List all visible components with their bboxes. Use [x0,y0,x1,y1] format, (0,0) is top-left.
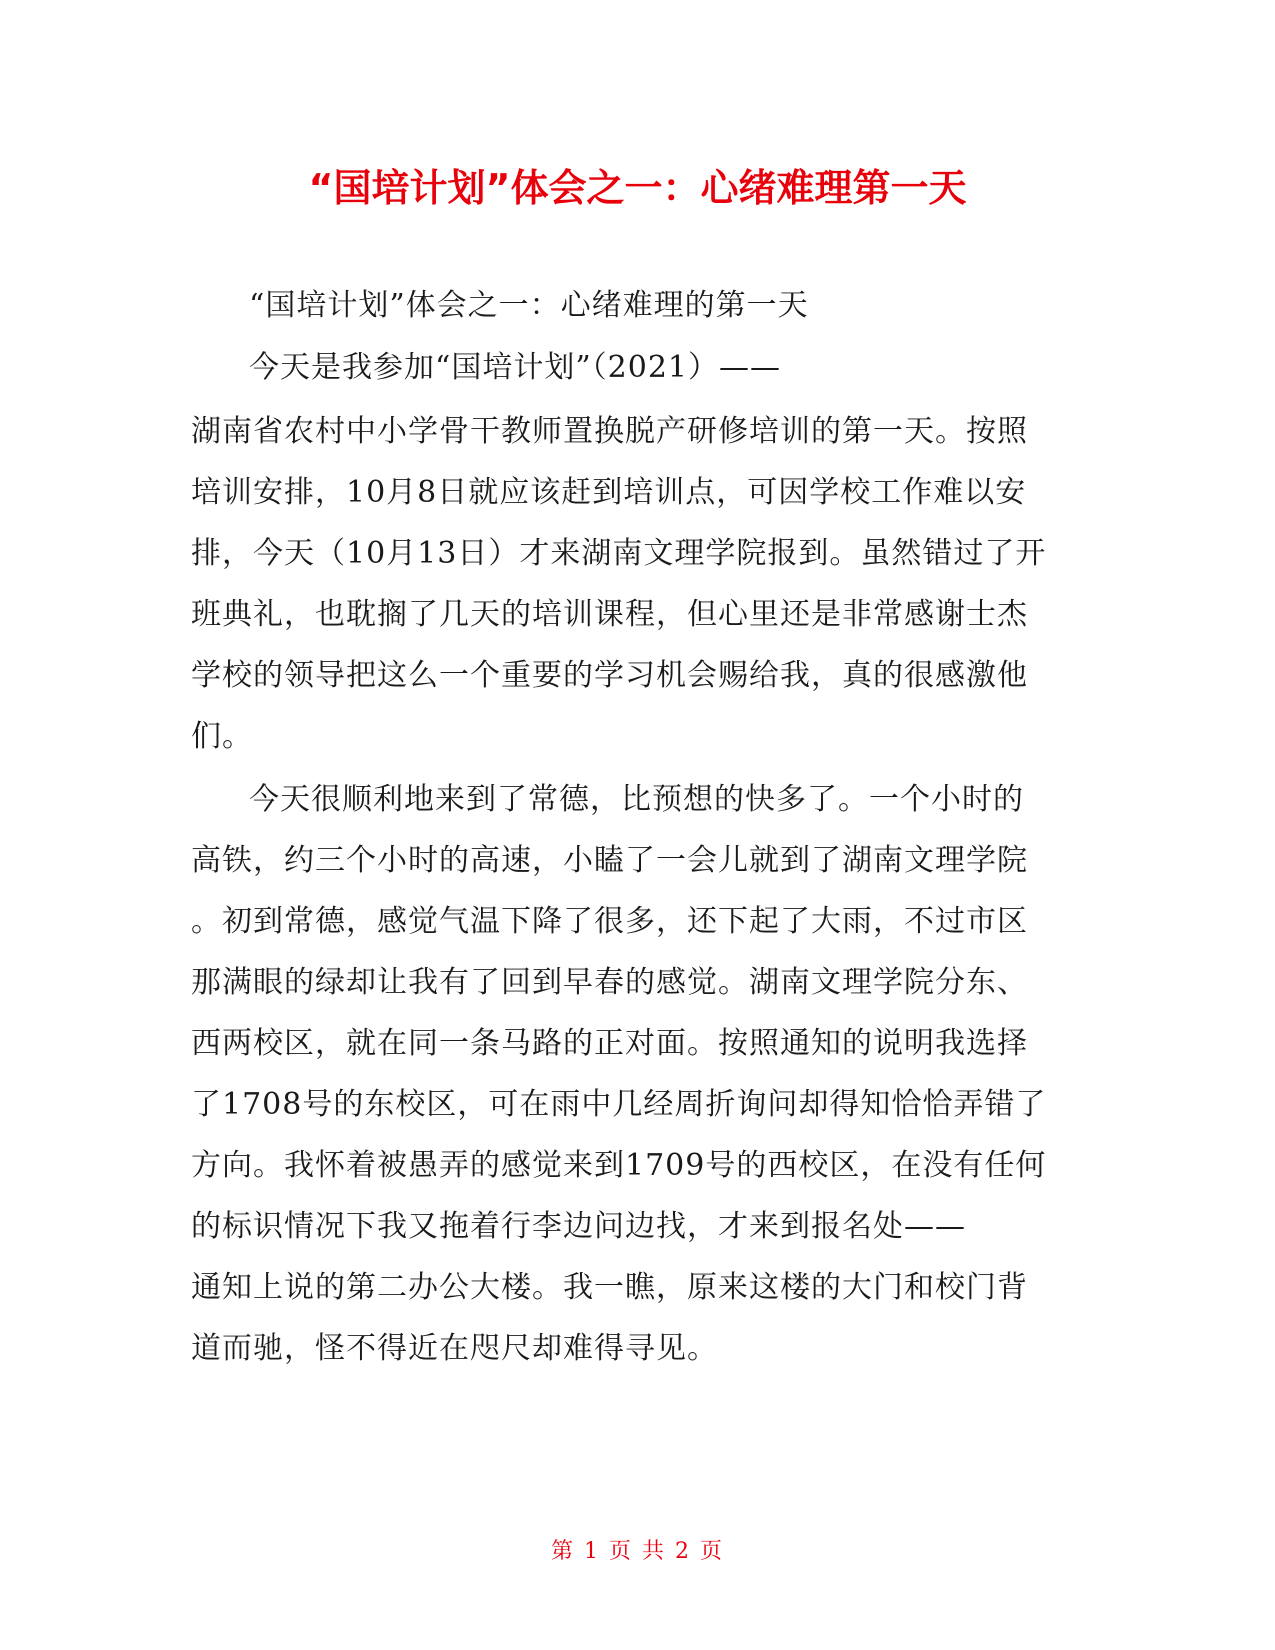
body-line: 的标识情况下我又拖着行李边问边找，才来到报名处—— [191,1209,966,1244]
body-line: 今天是我参加“国培计划”（2021）—— [249,350,782,385]
body-line: 西两校区，就在同一条马路的正对面。按照通知的说明我选择 [191,1026,1028,1061]
body-line: 方向。我怀着被愚弄的感觉来到1709号的西校区，在没有任何 [191,1148,1047,1183]
body-line: 湖南省农村中小学骨干教师置换脱产研修培训的第一天。按照 [191,414,1028,449]
document-title: “国培计划”体会之一：心绪难理第一天 [308,166,967,210]
body-line: 学校的领导把这么一个重要的学习机会赐给我，真的很感激他 [191,658,1028,693]
body-line: 那满眼的绿却让我有了回到早春的感觉。湖南文理学院分东、 [191,965,1028,1000]
page-number-footer: 第 1 页 共 2 页 [551,1539,724,1564]
body-line: 培训安排，10月8日就应该赶到培训点，可因学校工作难以安 [191,475,1027,510]
body-line: 高铁，约三个小时的高速，小瞌了一会儿就到了湖南文理学院 [191,843,1028,878]
body-line: 。初到常德，感觉气温下降了很多，还下起了大雨，不过市区 [191,904,1028,939]
body-line: 道而驰，怪不得近在咫尺却难得寻见。 [191,1331,718,1366]
body-line: 今天很顺利地来到了常德，比预想的快多了。一个小时的 [249,782,1024,817]
subtitle-line: “国培计划”体会之一：心绪难理的第一天 [249,288,809,323]
body-line: 通知上说的第二办公大楼。我一瞧，原来这楼的大门和校门背 [191,1270,1028,1305]
body-line: 们。 [191,719,253,754]
body-line: 了1708号的东校区，可在雨中几经周折询问却得知恰恰弄错了 [191,1087,1047,1122]
body-line: 排，今天（10月13日）才来湖南文理学院报到。虽然错过了开 [191,536,1047,571]
body-line: 班典礼，也耽搁了几天的培训课程，但心里还是非常感谢士杰 [191,597,1028,632]
